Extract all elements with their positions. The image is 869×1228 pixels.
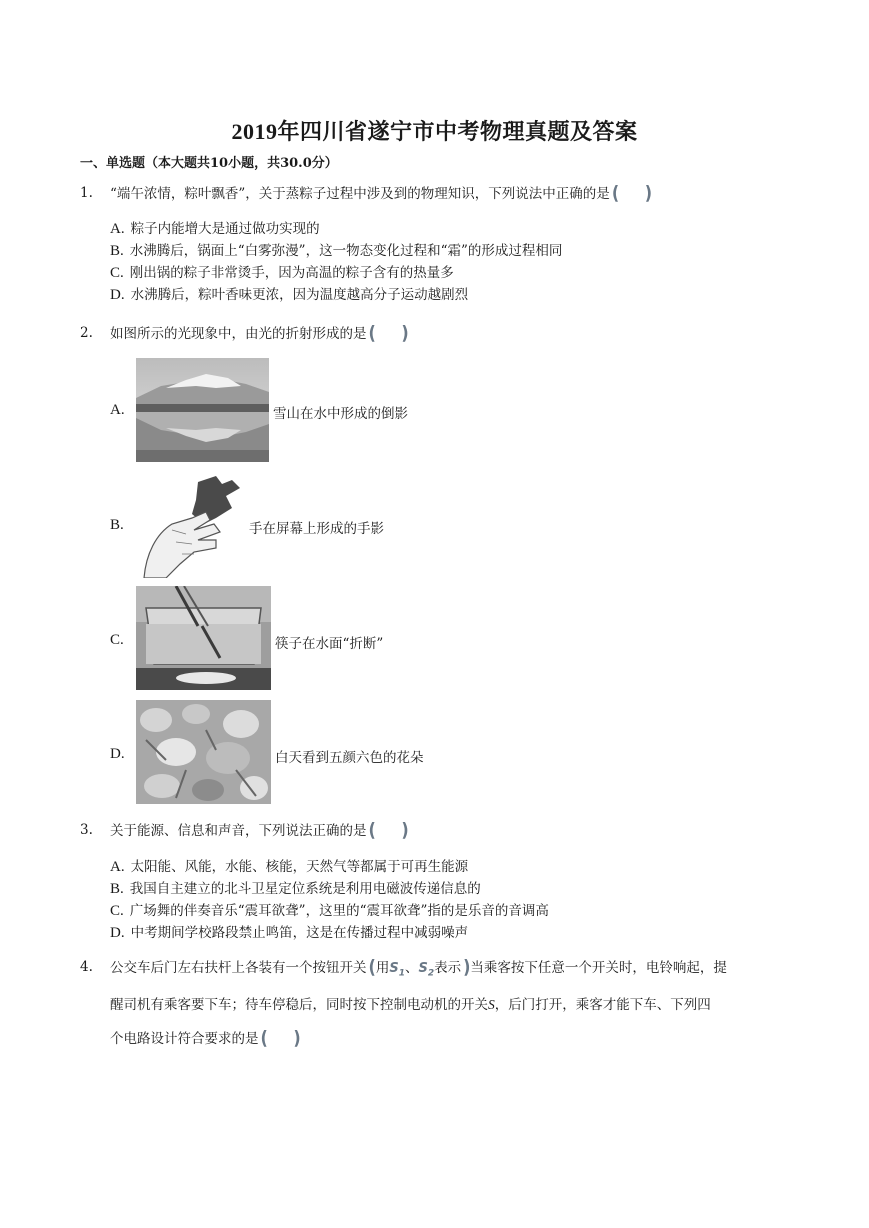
- answer-paren: ( ): [368, 818, 419, 841]
- option-a-label[interactable]: A.: [110, 402, 125, 418]
- question-1-options: [110, 218, 562, 306]
- option-a[interactable]: A. 粽子内能增大是通过做功实现的: [110, 221, 320, 237]
- section-heading: 一、单选题（本大题共10小题，共30.0分）: [80, 156, 338, 171]
- snow-mountain-image: [136, 358, 269, 462]
- answer-paren: ( ): [260, 1026, 311, 1049]
- option-d-text: 白天看到五颜六色的花朵: [275, 750, 424, 766]
- option-b[interactable]: B. 水沸腾后，锅面上“白雾弥漫”，这一物态变化过程和“霜”的形成过程相同: [110, 243, 563, 259]
- answer-paren: ( ): [368, 321, 419, 344]
- question-3-text: [110, 820, 419, 841]
- option-d[interactable]: D. 水沸腾后，粽叶香味更浓，因为温度越高分子运动越剧烈: [110, 287, 469, 303]
- question-2-number: 2.: [80, 325, 93, 341]
- question-4-line-1: 公交车后门左右扶杆上各装有一个按钮开关 (用$S_1$、$S_2$表示 )当乘客按下任意一个开关时，电铃响起，提: [110, 955, 727, 979]
- question-2-stem: 如图所示的光现象中，由光的折射形成的是: [110, 326, 367, 342]
- question-3-stem: 关于能源、信息和声音，下列说法正确的是: [110, 823, 367, 839]
- question-2-text: [110, 323, 419, 344]
- switch-s1-symbol: $S_1$: [389, 961, 405, 979]
- question-1-text: [110, 183, 662, 204]
- question-4-line-3: 个电路设计符合要求的是 ( ): [110, 1026, 311, 1049]
- question-1-stem: “端午浓情，粽叶飘香”，关于蒸粽子过程中涉及到的物理知识，下列说法中正确的是: [110, 186, 610, 202]
- question-1-number: 1.: [80, 185, 93, 201]
- option-a[interactable]: A. 太阳能、风能，水能、核能，天然气等都属于可再生能源: [110, 859, 469, 875]
- chopsticks-in-water-image: [136, 586, 271, 690]
- option-c[interactable]: C. 广场舞的伴奏音乐“震耳欲聋”，这里的“震耳欲聋”指的是乐音的音调高: [110, 903, 549, 919]
- hand-shadow-image: [136, 474, 246, 578]
- option-c[interactable]: C. 刚出锅的粽子非常烫手，因为高温的粽子含有的热量多: [110, 265, 454, 281]
- question-3-options: [110, 856, 549, 944]
- switch-s2-symbol: $S_2$: [418, 961, 435, 979]
- option-b-label[interactable]: B.: [110, 517, 124, 533]
- answer-paren: ( ): [611, 181, 663, 204]
- question-4-number: 4.: [80, 959, 93, 975]
- page-title: 2019年四川省遂宁市中考物理真题及答案: [231, 119, 638, 144]
- option-b[interactable]: B. 我国自主建立的北斗卫星定位系统是利用电磁波传递信息的: [110, 881, 481, 897]
- question-4-line-2: 醒司机有乘客要下车；待车停稳后，同时按下控制电动机的开关S，后门打开，乘客才能下车、下列四: [110, 997, 711, 1013]
- option-d-label[interactable]: D.: [110, 746, 125, 762]
- option-d[interactable]: D. 中考期间学校路段禁止鸣笛，这是在传播过程中减弱噪声: [110, 925, 469, 941]
- question-3-number: 3.: [80, 822, 93, 838]
- flowers-image: [136, 700, 271, 804]
- option-a-text: 雪山在水中形成的倒影: [273, 406, 408, 422]
- option-c-label[interactable]: C.: [110, 632, 124, 648]
- option-c-text: 筷子在水面“折断”: [275, 636, 384, 652]
- option-b-text: 手在屏幕上形成的手影: [249, 521, 384, 537]
